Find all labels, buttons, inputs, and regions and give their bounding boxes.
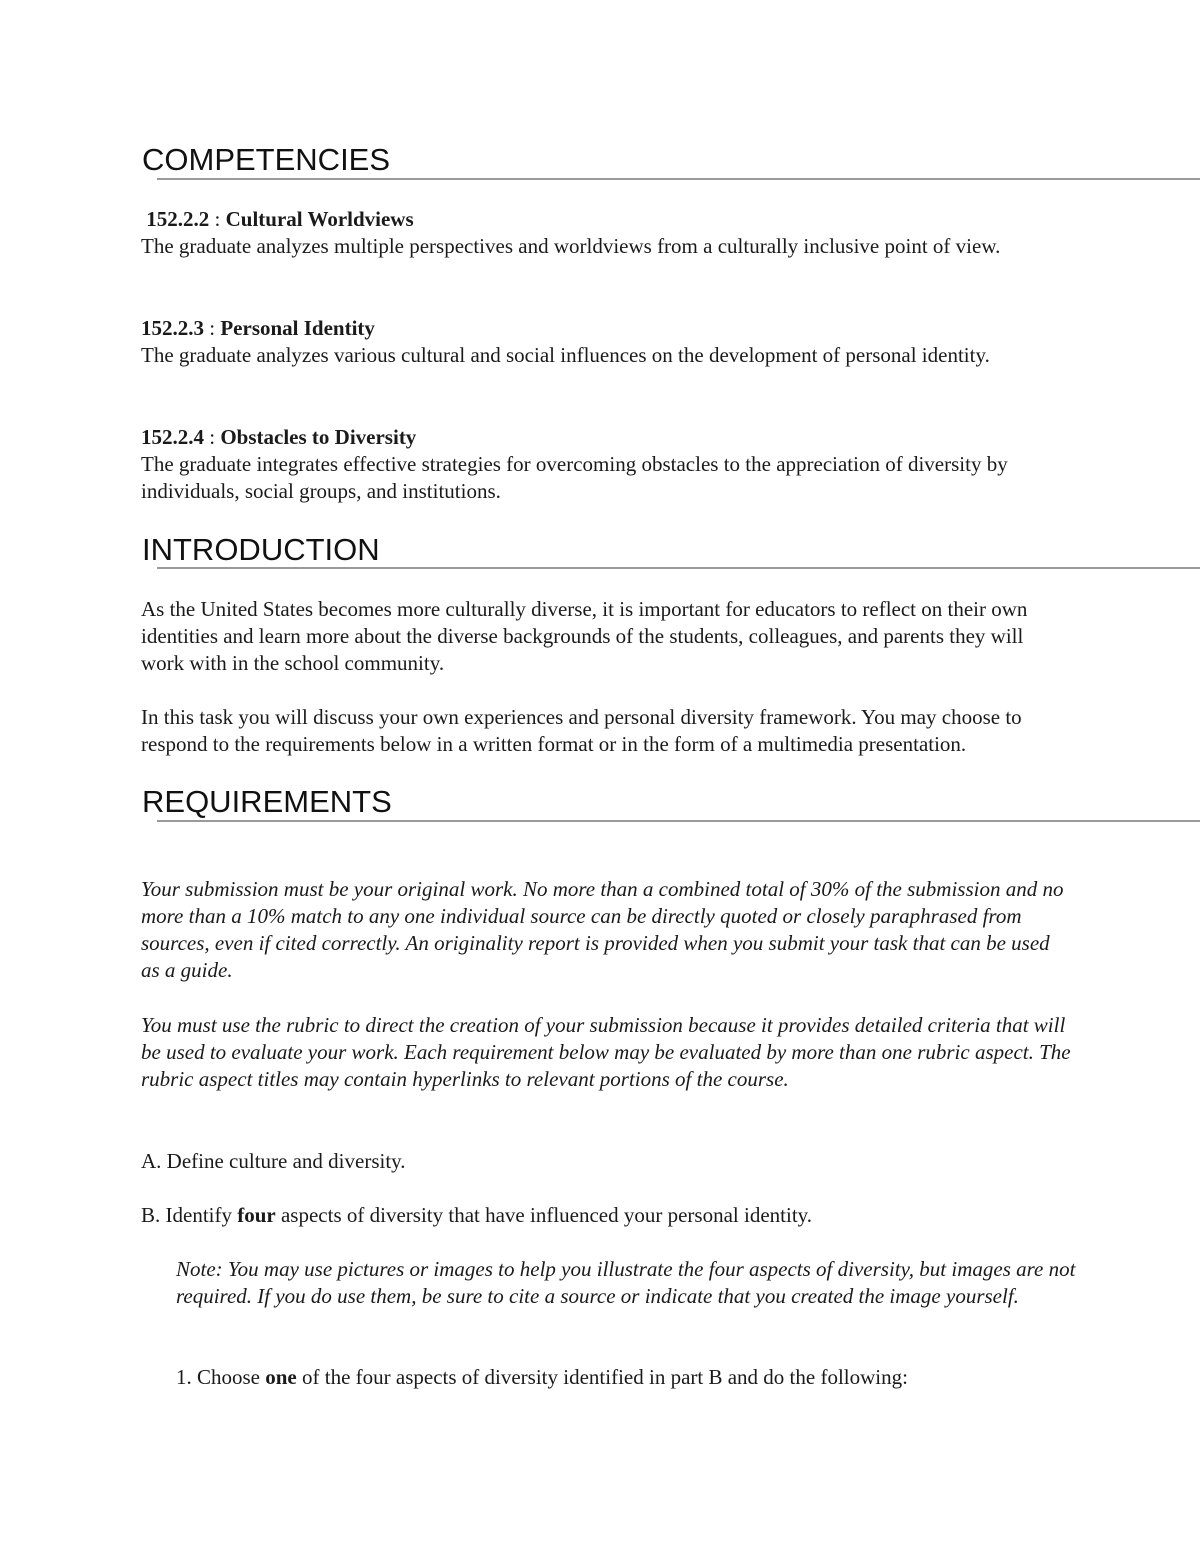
requirement-b-note-text: Note: You may use pictures or images to help you illustrate the four aspects of diversity, but images are not required. If you do use them, be sure to cite a source or indicate that you created the image yourself. — [176, 1257, 1076, 1308]
competency-title — [141, 315, 1071, 342]
competency-title — [141, 206, 1071, 233]
introduction-paragraph — [141, 704, 1071, 758]
rubric-text: You must use the rubric to direct the creation of your submission because it provides detailed criteria that will be used to evaluate your work. Each requirement below may be evaluated by more than one rubric aspect. The rubric aspect titles may contain hyperlinks to relevant portions of the course. — [141, 1013, 1071, 1091]
requirement-item-1 — [176, 1364, 1076, 1391]
competency-name: Obstacles to Diversity — [220, 425, 417, 449]
competency-separator: : — [204, 425, 221, 449]
requirement-item-b — [141, 1202, 1071, 1229]
competency-code: 152.2.3 — [141, 316, 204, 340]
requirement-item-a — [141, 1148, 1071, 1175]
rubric-note — [141, 1012, 1071, 1093]
requirements-heading: REQUIREMENTS — [142, 784, 392, 819]
competency-separator: : — [204, 316, 221, 340]
competency-item — [141, 424, 1071, 505]
requirement-1-before: 1. Choose — [176, 1365, 266, 1389]
competency-item — [141, 206, 1071, 260]
requirement-1-text — [176, 1364, 1076, 1391]
requirement-a-text: A. Define culture and diversity. — [141, 1149, 406, 1173]
requirement-1-after: of the four aspects of diversity identified in part B and do the following: — [296, 1365, 908, 1389]
competency-separator: : — [209, 207, 226, 231]
competencies-heading: COMPETENCIES — [142, 142, 391, 177]
competencies-rule — [157, 178, 1200, 180]
competency-description: The graduate integrates effective strategies for overcoming obstacles to the appreciation of diversity by individuals, social groups, and institutions. — [141, 452, 1008, 503]
introduction-rule — [157, 567, 1200, 569]
competency-code: 152.2.4 — [141, 425, 204, 449]
introduction-text: As the United States becomes more culturally diverse, it is important for educators to reflect on their own identities and learn more about the diverse backgrounds of the students, colleagues, and parents they will work with in the school community. — [141, 597, 1028, 675]
requirement-b-after: aspects of diversity that have influenced your personal identity. — [275, 1203, 813, 1227]
competency-name: Personal Identity — [220, 316, 375, 340]
introduction-paragraph — [141, 596, 1071, 677]
competency-code: 152.2.2 — [146, 207, 210, 231]
competency-item — [141, 315, 1071, 369]
competency-title — [141, 424, 1071, 451]
requirement-b-before: B. Identify — [141, 1203, 238, 1227]
requirement-b-note — [176, 1256, 1076, 1310]
introduction-text: In this task you will discuss your own experiences and personal diversity framework. You may choose to respond to the requirements below in a written format or in the form of a multimedia presentation. — [141, 705, 1022, 756]
competency-description: The graduate analyzes various cultural and social influences on the development of personal identity. — [141, 343, 990, 367]
competency-name: Cultural Worldviews — [225, 207, 414, 231]
competency-description: The graduate analyzes multiple perspectives and worldviews from a culturally inclusive point of view. — [141, 234, 1001, 258]
requirement-b-bold: four — [237, 1203, 276, 1227]
requirement-b-text — [141, 1202, 1071, 1229]
originality-note — [141, 876, 1071, 984]
introduction-heading: INTRODUCTION — [142, 532, 380, 567]
requirements-rule — [157, 820, 1200, 822]
requirement-1-bold: one — [265, 1365, 297, 1389]
originality-text: Your submission must be your original work. No more than a combined total of 30% of the submission and no more than a 10% match to any one individual source can be directly quoted or closely paraphrased from sources, even if cited correctly. An originality report is provided when you submit your task that can be used as a guide. — [141, 877, 1064, 982]
